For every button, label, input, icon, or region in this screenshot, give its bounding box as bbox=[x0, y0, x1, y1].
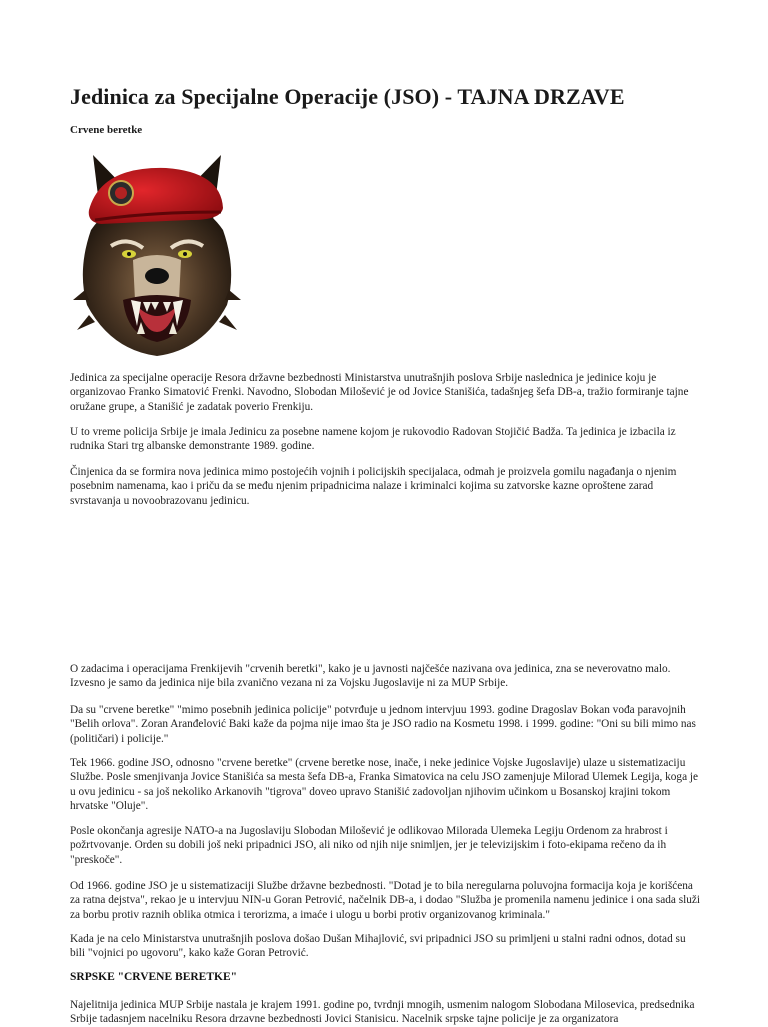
paragraph-6: Tek 1966. godine JSO, odnosno "crvene beretke" (crvene beretke nose, inače, i neke jedinice Vojske Jugoslavije) ulaze u sistematizaciju Službe. Posle smenjivanja Jovice Stanišića sa mesta šefa DB-a, Franka Simatovica na celu JSO zamenjuje Milorad Ulemek Legija, koga je u ovu jedinicu - sa još nekoliko Arkanovih "tigrova" doveo upravo Stanišić zadovoljan njihovim učinkom u Bosanskoj krajini tokom hrvatske "Oluje". bbox=[70, 757, 699, 812]
section-heading bbox=[70, 971, 237, 983]
section-heading-text: SRPSKE "CRVENE BERETKE" bbox=[70, 971, 238, 983]
paragraph-9: Kada je na celo Ministarstva unutrašnjih poslova došao Dušan Mihajlović, svi pripadnici JSO su primljeni u stalni radni odnos, dotad su bili "vojnici po ugovoru", kako kaže Goran Petrović. bbox=[70, 933, 686, 960]
paragraph-8: Od 1966. godine JSO je u sistematizaciji Službe državne bezbednosti. "Dotad je to bila neregularna poluvojna formacija koja je korišćena za ratna dejstva", rekao je u intervjuu NIN-u Goran Petrović, načelnik DB-a, i dodao "Služba je promenila namenu jedinice i ona sada služi za borbu protiv raznih oblika otmica i terorizma, a imaće i ulogu u borbi protiv organizovanog kriminala." bbox=[70, 880, 701, 921]
paragraph-1: Jedinica za specijalne operacije Resora državne bezbednosti Ministarstva unutrašnjih poslova Srbije naslednica je jedinice koju je organizovao Franko Simatović Frenki. Navodno, Slobodan Milošević je od Jovice Stanišića, tadašnjeg šefa DB-a, tražio formiranje tajne oružane grupe, a Stanišić je zadatak poverio Frenkiju. bbox=[70, 372, 689, 413]
paragraph-7: Posle okončanja agresije NATO-a na Jugoslaviju Slobodan Milošević je odlikovao Milorada Ulemeka Legiju Ordenom za hrabrost i požrtvovanje. Orden su dobili još neki pripadnici JSO, ali niko od njih nije snimljen, jer je televizijskim i foto-ekipama rečeno da ih "preskoče". bbox=[70, 825, 668, 866]
document-title: Jedinica za Specijalne Operacije (JSO) - TAJNA DRZAVE bbox=[70, 84, 625, 109]
paragraph-4: O zadacima i operacijama Frenkijevih "crvenih beretki", kako je u javnosti najčešće nazivana ova jedinica, zna se neverovatno malo. Izvesno je samo da jedinica nije bila zvanično vezana ni za Vojsku Jugoslavije ni za MUP Srbije. bbox=[70, 663, 671, 690]
subtitle-text: Crvene beretke bbox=[70, 124, 143, 136]
paragraph-10: Najelitnija jedinica MUP Srbije nastala je krajem 1991. godine po, tvrdnji mnogih, usmenim nalogom Slobodana Milosevica, predsednika Srbije tadasnjem nacelniku Resora drzavne bezbednosti Jovici Stanisicu. Nacelnik srpske tajne policije je za organizatora bbox=[70, 999, 695, 1026]
paragraph-3: Činjenica da se formira nova jedinica mimo postojećih vojnih i policijskih specijalaca, odmah je proizvela gomilu nagađanja o njenim posebnim namenama, kao i priču da se među njenim pripadnicima nalaze i kriminalci kojima su zatvorske kazne oproštene zarad svrstavanja u novoobrazovanu jedinicu. bbox=[70, 466, 677, 507]
paragraph-5: Da su "crvene beretke" "mimo posebnih jedinica policije" potvrđuje u jednom intervjuu 1993. godine Dragoslav Bokan vođa paravojnih "Belih orlova". Zoran Aranđelović Baki kaže da pojma nije imao šta je JSO radio na Kosmetu 1998. i 1999. godine: "Oni su bili mimo nas (političari) i policije." bbox=[70, 704, 696, 745]
wolf-red-beret-emblem-icon bbox=[71, 150, 243, 360]
paragraph-2: U to vreme policija Srbije je imala Jedinicu za posebne namene kojom je rukovodio Radovan Stojičić Badža. Ta jedinica je izbacila iz rudnika Stari trg albanske demonstrante 1989. godine. bbox=[70, 426, 676, 453]
document-subtitle bbox=[70, 124, 142, 136]
